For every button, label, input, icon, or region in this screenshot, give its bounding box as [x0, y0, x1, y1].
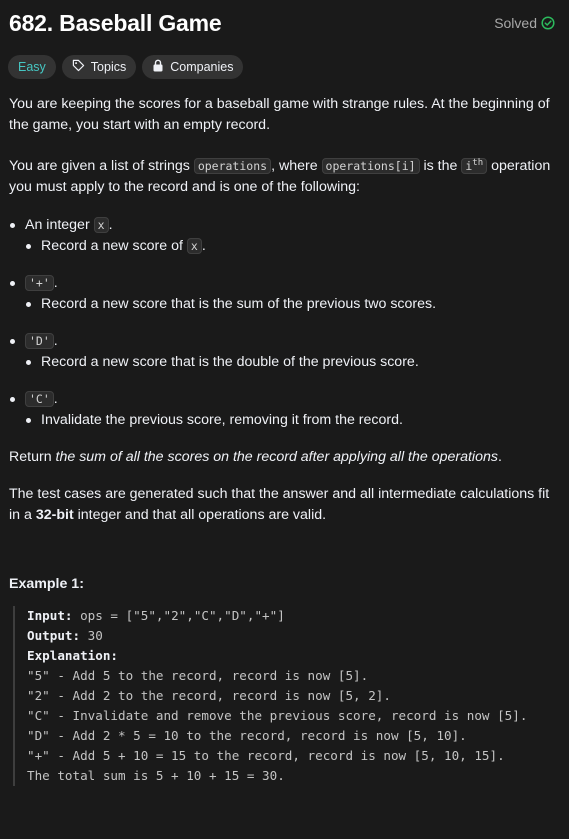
text: operation you must apply to the record and is one of the following:	[9, 157, 551, 195]
op-head	[25, 215, 557, 236]
tag-icon	[72, 59, 85, 75]
inline-code: '+'	[25, 275, 54, 291]
list-item	[25, 294, 557, 315]
text: integer and that all operations are valid.	[73, 506, 327, 523]
companies-button[interactable]	[142, 55, 243, 79]
text: Record a new score that is the sum of the previous two scores.	[41, 295, 437, 312]
explanation-label: Explanation:	[27, 648, 118, 663]
list-item	[9, 331, 557, 373]
inline-code: operations[i]	[322, 158, 420, 174]
list-item	[9, 389, 557, 431]
intro-paragraph: You are keeping the scores for a baseball game with strange rules. At the beginning of the game, you start with an empty record.	[9, 96, 550, 133]
check-circle-icon	[541, 16, 555, 30]
text: , where	[271, 157, 322, 174]
companies-label: Companies	[170, 60, 234, 74]
text: .	[497, 448, 502, 465]
example-explanation-label	[27, 646, 569, 666]
constraints-paragraph	[9, 484, 557, 526]
inline-code: 'C'	[25, 391, 54, 407]
list-item	[9, 273, 557, 315]
list-item	[9, 215, 557, 257]
text: Record a new score that is the double of the previous score.	[41, 353, 419, 370]
operations-list	[9, 215, 557, 431]
bold-text: 32-bit	[35, 506, 74, 523]
text: Return	[9, 448, 56, 465]
op-head	[25, 389, 557, 410]
text: The test cases are generated such that the answer and all intermediate calculations fit in a	[9, 485, 550, 523]
example-explanation: "5" - Add 5 to the record, record is now [5]. "2" - Add 2 to the record, record is now [5, 2]. "C" - Invalidate and remove the previous score, record is now [5]. "D" - Add 2 * 5 = 10 to the record, record is now [5, 10]. "+" - Add 5 + 10 = 15 to the record, record is now [5, 10, 15]. The total sum is 5 + 10 + 15 = 30.	[27, 668, 528, 783]
text: .	[53, 274, 58, 291]
output-value: 30	[80, 628, 103, 643]
text: Record a new score of	[41, 237, 187, 254]
example-output	[27, 626, 569, 646]
list-item	[25, 236, 557, 257]
input-value: ops = ["5","2","C","D","+"]	[72, 608, 285, 623]
title-row	[9, 10, 555, 40]
example-input	[27, 606, 569, 626]
difficulty-badge[interactable]	[8, 55, 56, 79]
inline-code	[461, 158, 487, 174]
superscript: th	[472, 158, 484, 168]
output-label: Output:	[27, 628, 81, 643]
text: You are given a list of strings	[9, 157, 194, 174]
text: .	[53, 390, 58, 407]
list-item	[25, 410, 557, 431]
input-label: Input:	[27, 608, 73, 623]
list-item	[25, 352, 557, 373]
sub-list	[25, 352, 557, 373]
topics-button[interactable]	[62, 55, 136, 79]
text: .	[201, 237, 206, 254]
solved-status	[494, 15, 555, 31]
inline-code: operations	[194, 158, 271, 174]
example-block	[13, 606, 569, 786]
text: Invalidate the previous score, removing it from the record.	[41, 411, 403, 428]
problem-description	[9, 94, 557, 526]
problem-title[interactable]: 682. Baseball Game	[9, 10, 222, 36]
op-head	[25, 331, 557, 352]
text: .	[108, 216, 113, 233]
inline-code: x	[187, 238, 202, 254]
code-text: i	[465, 158, 473, 173]
topics-label: Topics	[90, 60, 127, 74]
operations-paragraph	[9, 153, 557, 198]
text: is the	[419, 157, 462, 174]
sub-list	[25, 410, 557, 431]
inline-code: x	[94, 217, 109, 233]
example-title: Example 1:	[9, 576, 84, 592]
sub-list	[25, 294, 557, 315]
inline-code: 'D'	[25, 333, 54, 349]
emphasis-text: the sum of all the scores on the record after applying all the operations	[55, 448, 498, 465]
text: .	[53, 332, 58, 349]
op-head	[25, 273, 557, 294]
difficulty-label: Easy	[18, 60, 46, 74]
lock-icon	[152, 59, 164, 75]
solved-label: Solved	[494, 15, 537, 31]
sub-list	[25, 236, 557, 257]
tag-bar	[8, 55, 243, 79]
text: An integer	[25, 216, 94, 233]
return-paragraph	[9, 447, 557, 468]
